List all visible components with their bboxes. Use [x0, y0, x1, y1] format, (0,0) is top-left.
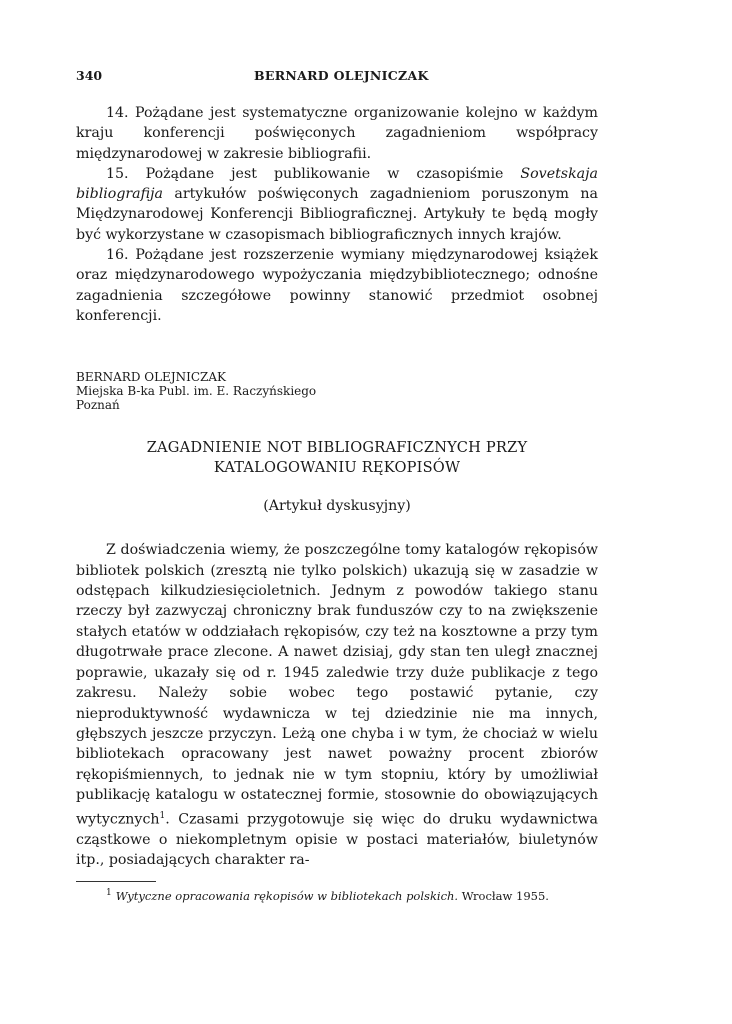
author-signature	[76, 370, 598, 412]
footnote-mark: 1	[106, 887, 112, 898]
journal-title: Sovetskaja bibliografija	[76, 165, 598, 203]
article-body	[76, 540, 598, 870]
footnote-title: Wytyczne opracowania rękopisów w bibliotekach polskich.	[115, 888, 459, 903]
footnote-reference: 1	[159, 810, 166, 821]
footnote-place-year: Wrocław 1955.	[461, 888, 549, 903]
article-subtitle: (Artykuł dyskusyjny)	[263, 498, 411, 515]
body-paragraph: Z doświadczenia wiemy, że poszczególne tomy katalogów rękopisów bibliotek polskich (zresztą nie tylko polskich) ukazują się w zasadzie w odstępach kilkudziesięcioletnich. Jednym z powodów takiego stanu rzeczy był zazwyczaj chroniczny brak funduszów czy to na zwiększenie stałych etatów w oddziałach rękopisów, czy też na kosztowne a przy tym długotrwałe prace zlecone. A nawet dzisiaj, gdy stan ten uległ znacznej poprawie, ukazały się od r. 1945 zaledwie trzy duże publikacje z tego zakresu. Należy sobie wobec tego postawić pytanie, czy nieproduktywność wydawnicza w tej dziedzinie nie ma innych, głębszych jeszcze przyczyn. Leżą one chyba i w tym, że chociaż w wielu bibliotekach opracowany jest nawet poważny procent zbiorów rękopiśmiennych, to jednak nie w tym stopniu, który by umożliwiał publikację katalogu w ostatecznej formie, stosownie do obowiązujących wytycznych$^1$. Czasami przygotowuje się więc do druku wydawnictwa cząstkowe o niekompletnym opisie w postaci materiałów, biuletynów itp., posiadających charakter ra-	[76, 542, 598, 869]
paragraph-14: 14. Pożądane jest systematyczne organizowanie kolejno w każdym kraju konferencji poświęconych zagadnieniom współpracy międzynarodowej w zakresie bibliografii.	[76, 105, 598, 162]
page	[76, 68, 598, 902]
paragraph-15: 15. Pożądane jest publikowanie w czasopiśmie Sovetskaja bibliografija artykułów poświęconych zagadnieniom poruszonym na Międzynarodowej Konferencji Bibliograficznej. Artykuły te będą mogły być wykorzystane w czasopismach bibliograficznych innych krajów.	[76, 165, 598, 243]
author-affiliation: Miejska B-ka Publ. im. E. Raczyńskiego	[76, 384, 317, 399]
author-city: Poznań	[76, 398, 120, 413]
author-name: BERNARD OLEJNICZAK	[76, 370, 227, 385]
page-number: 340	[76, 68, 103, 83]
footnote	[76, 888, 598, 903]
running-title: BERNARD OLEJNICZAK	[254, 68, 429, 83]
article-title: ZAGADNIENIE NOT BIBLIOGRAFICZNYCH PRZY KATALOGOWANIU RĘKOPISÓW	[146, 439, 528, 477]
footnote-divider	[76, 881, 156, 882]
page-header	[76, 68, 598, 83]
paragraph-16: 16. Pożądane jest rozszerzenie wymiany międzynarodowej książek oraz międzynarodowego wypożyczania międzybibliotecznego; odnośne zagadnienia szczegółowe powinny stanowić przedmiot osobnej konferencji.	[76, 247, 598, 324]
